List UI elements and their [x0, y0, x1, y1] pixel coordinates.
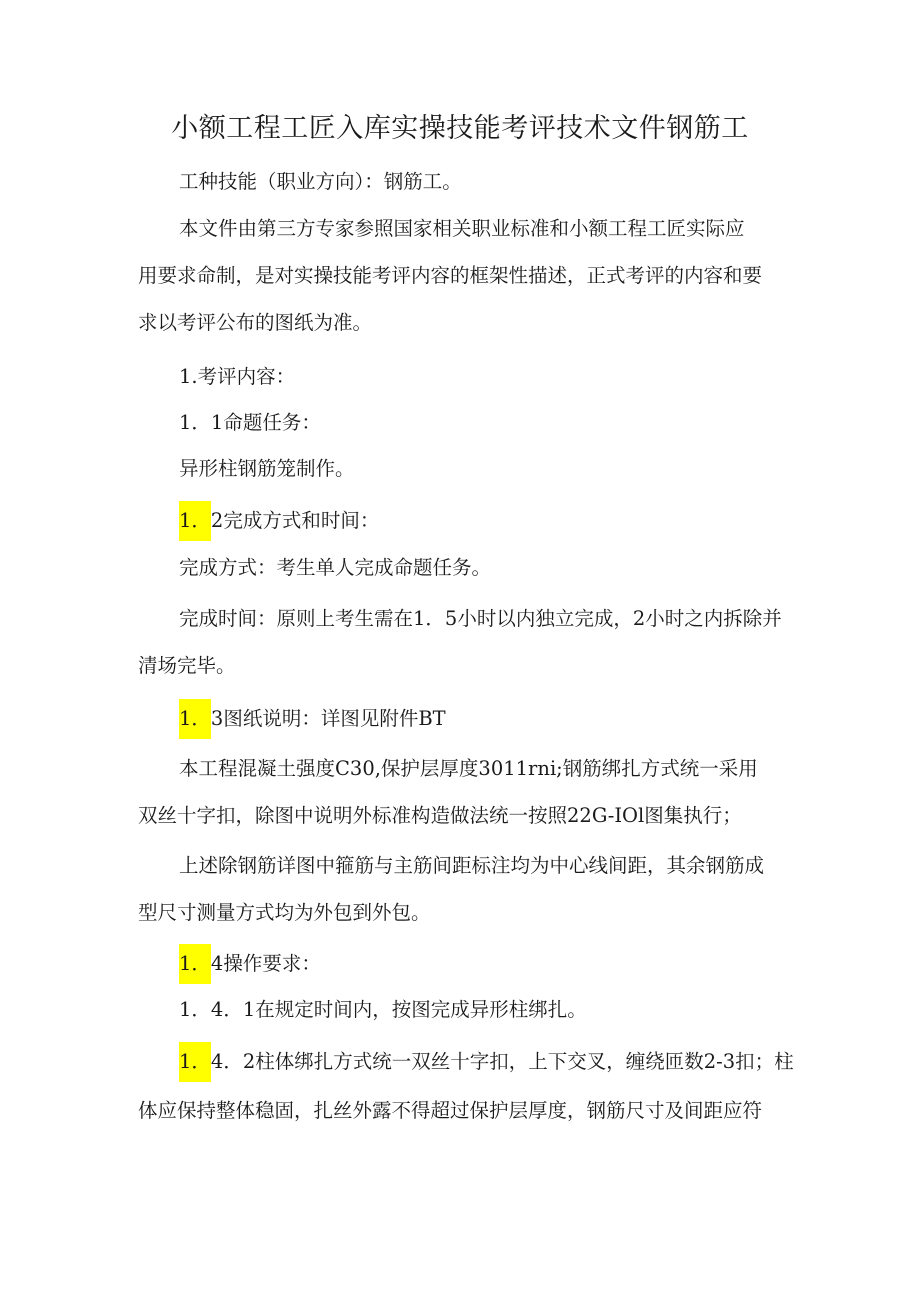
measurement-line-2: 型尺寸测量方式均为外包到外包。 — [138, 901, 431, 924]
section-1-1-heading: 1．1命题任务： — [179, 411, 321, 434]
section-1-1-body: 异形柱钢筋笼制作。 — [179, 457, 355, 480]
completion-time-line-2: 清场完毕。 — [138, 654, 236, 677]
section-1-3-heading-text: 3图纸说明：详图见附件BT — [210, 707, 446, 730]
intro-line-3: 求以考评公布的图纸为准。 — [138, 311, 373, 334]
completion-time-line-1: 完成时间：原则上考生需在1．5小时以内独立完成，2小时之内拆除并 — [179, 607, 782, 630]
document-title: 小额工程工匠入库实操技能考评技术文件钢筋工 — [171, 113, 749, 144]
section-1-4-2-line-1 — [179, 1047, 794, 1077]
trade-line: 工种技能（职业方向）：钢筋工。 — [179, 170, 462, 193]
highlight-mark: 1． — [179, 501, 211, 541]
intro-line-2: 用要求命制，是对实操技能考评内容的框架性描述，正式考评的内容和要 — [138, 264, 763, 287]
concrete-spec-line-2: 双丝十字扣，除图中说明外标准构造做法统一按照22G-IOl图集执行； — [138, 804, 742, 827]
section-1-2-heading-text: 2完成方式和时间： — [210, 509, 380, 532]
section-1-4-heading-text: 4操作要求： — [210, 952, 321, 975]
intro-line-1: 本文件由第三方专家参照国家相关职业标准和小额工程工匠实际应 — [179, 217, 745, 240]
section-1-heading: 1.考评内容： — [179, 365, 296, 388]
highlight-mark: 1． — [179, 944, 211, 984]
highlight-mark: 1． — [179, 699, 211, 739]
completion-method: 完成方式：考生单人完成命题任务。 — [179, 556, 492, 579]
section-1-4-2-line-2: 体应保持整体稳固，扎丝外露不得超过保护层厚度，钢筋尺寸及间距应符 — [138, 1099, 763, 1122]
section-1-4-2-line-1-text: 4．2柱体绑扎方式统一双丝十字扣，上下交叉，缠绕匝数2-3扣；柱 — [210, 1050, 794, 1073]
measurement-line-1: 上述除钢筋详图中箍筋与主筋间距标注均为中心线间距，其余钢筋成 — [179, 854, 765, 877]
concrete-spec-line-1: 本工程混凝土强度C30,保护层厚度3011rni;钢筋绑扎方式统一采用 — [179, 757, 758, 780]
section-1-3-heading — [179, 704, 446, 734]
section-1-2-heading — [179, 506, 379, 536]
highlight-mark: 1． — [179, 1042, 211, 1082]
section-1-4-1: 1．4．1在规定时间内，按图完成异形柱绑扎。 — [179, 998, 587, 1021]
section-1-4-heading — [179, 949, 321, 979]
